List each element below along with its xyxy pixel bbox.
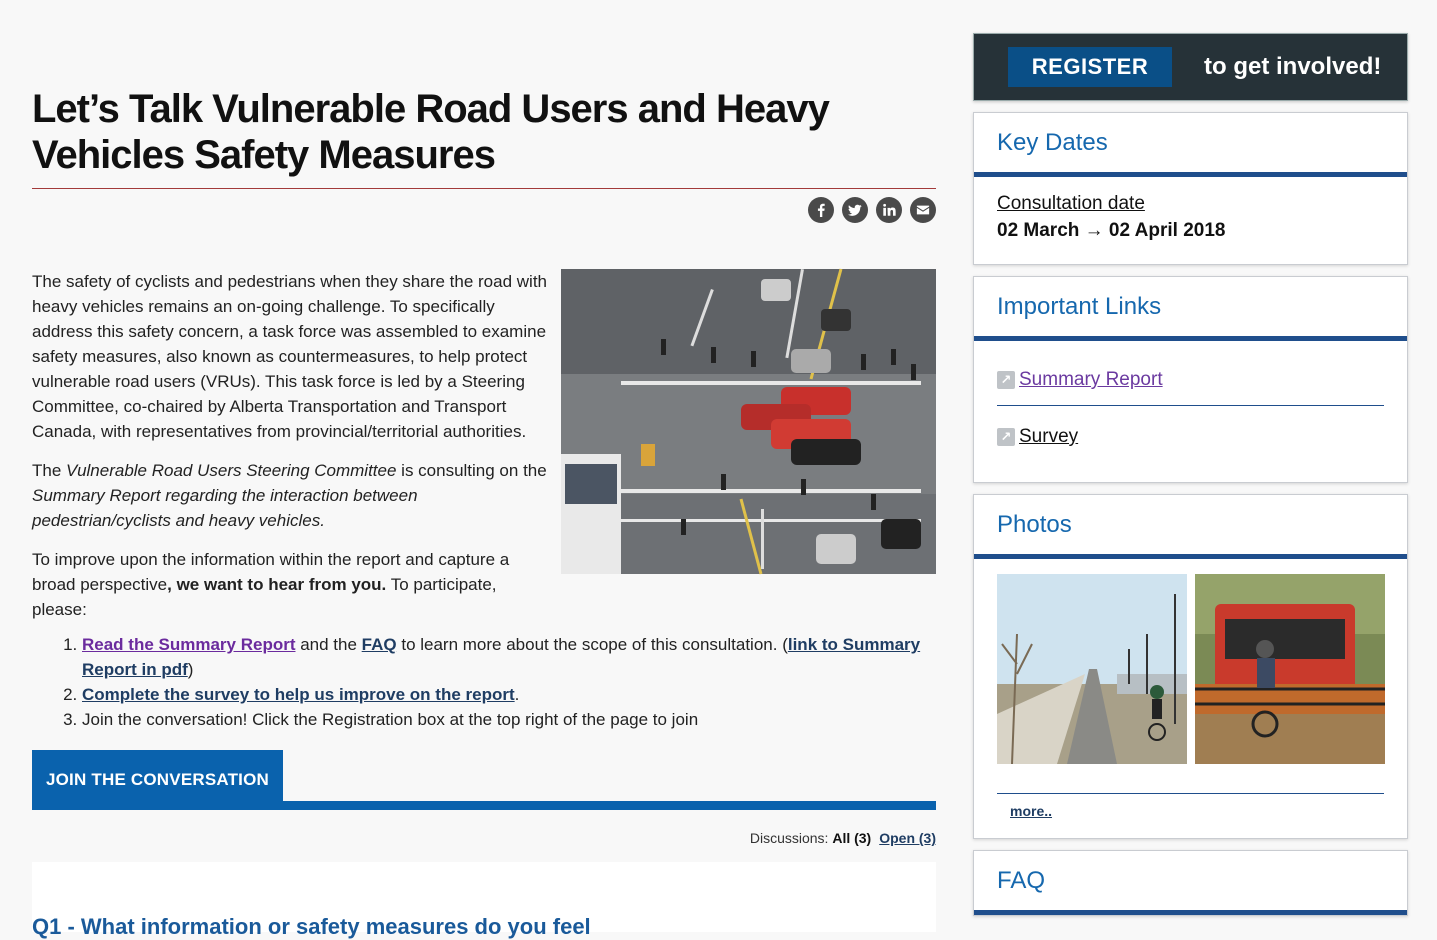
- filter-open[interactable]: Open (3): [879, 830, 936, 846]
- facebook-icon[interactable]: [808, 197, 834, 223]
- join-conversation-button[interactable]: JOIN THE CONVERSATION: [32, 750, 283, 810]
- join-bar: [32, 750, 936, 810]
- consultation-date-value: 02 March → 02 April 2018: [997, 220, 1226, 241]
- summary-pdf-link[interactable]: link to Summary Report in pdf: [82, 635, 921, 679]
- sidebar: [973, 33, 1408, 916]
- survey-sidebar-link[interactable]: Survey: [1019, 426, 1079, 447]
- intro-section: [32, 269, 936, 622]
- participation-steps: [32, 632, 936, 732]
- filter-all[interactable]: All (3): [832, 830, 872, 846]
- links-divider: [997, 405, 1384, 406]
- external-link-icon: ↗: [997, 428, 1015, 446]
- photos-divider: [997, 793, 1384, 794]
- important-links-widget: [973, 276, 1408, 483]
- consultation-date-label: Consultation date: [997, 193, 1145, 214]
- photo-grid: [997, 574, 1384, 764]
- more-photos-link[interactable]: more..: [1010, 803, 1053, 819]
- photo-thumbnail-bus-cyclist[interactable]: [1195, 574, 1385, 764]
- discussion-question-title[interactable]: Q1 - What information or safety measures do you feel: [32, 914, 591, 939]
- email-icon[interactable]: [910, 197, 936, 223]
- step-1: 1. Read the Summary Report and the FAQ to learn more about the scope of this consultation. (link to Summary Report in pdf): [82, 632, 936, 682]
- intro-paragraph-3: To improve upon the information within the report and capture a broad perspective, we want to hear from you. To participate, please:: [32, 550, 510, 619]
- register-tagline: to get involved!: [1204, 53, 1382, 80]
- intro-paragraph-1: The safety of cyclists and pedestrians when they share the road with heavy vehicles remains an on-going challenge. To specifically address this safety concern, a task force was assembled to examine safety measures, also known as countermeasures, to help protect vulnerable road users (VRUs). This task force is led by a Steering Committee, co-chaired by Alberta Transportation and Transport Canada, with representatives from provincial/territorial authorities.: [32, 272, 547, 441]
- linkedin-icon[interactable]: [876, 197, 902, 223]
- key-dates-widget: [973, 112, 1408, 265]
- key-dates-title: Key Dates: [974, 113, 1407, 177]
- share-bar: [32, 197, 936, 223]
- step-3: 3. Join the conversation! Click the Registration box at the top right of the page to join: [82, 707, 936, 732]
- read-summary-report-link[interactable]: Read the Summary Report: [82, 635, 296, 654]
- photos-title: Photos: [974, 495, 1407, 559]
- discussion-filter: Discussions: All (3) Open (3): [749, 830, 936, 846]
- link-item-summary-report[interactable]: [997, 365, 1384, 395]
- summary-report-link[interactable]: Summary Report: [1019, 369, 1163, 390]
- page-title: Let’s Talk Vulnerable Road Users and Heavy Vehicles Safety Measures: [32, 87, 829, 177]
- register-banner[interactable]: [973, 33, 1408, 101]
- external-link-icon: ↗: [997, 371, 1015, 389]
- important-links-title: Important Links: [974, 277, 1407, 341]
- step-2: 2. Complete the survey to help us improve on the report.: [82, 682, 936, 707]
- discussion-card: [32, 862, 936, 939]
- intersection-photo: [561, 269, 936, 574]
- faq-link[interactable]: FAQ: [361, 635, 397, 654]
- survey-link[interactable]: Complete the survey to help us improve on the report: [82, 685, 515, 704]
- faq-widget: [973, 850, 1408, 916]
- photos-widget: [973, 494, 1408, 839]
- main-column: [32, 0, 936, 939]
- register-button[interactable]: REGISTER: [1008, 47, 1172, 87]
- title-divider: [32, 188, 936, 189]
- link-item-survey[interactable]: [997, 422, 1384, 452]
- photo-thumbnail-cycle-path[interactable]: [997, 574, 1187, 764]
- twitter-icon[interactable]: [842, 197, 868, 223]
- faq-title[interactable]: FAQ: [974, 851, 1407, 915]
- intro-paragraph-2: The Vulnerable Road Users Steering Committee is consulting on the Summary Report regarding the interaction between pedestrian/cyclists and heavy vehicles.: [32, 461, 547, 530]
